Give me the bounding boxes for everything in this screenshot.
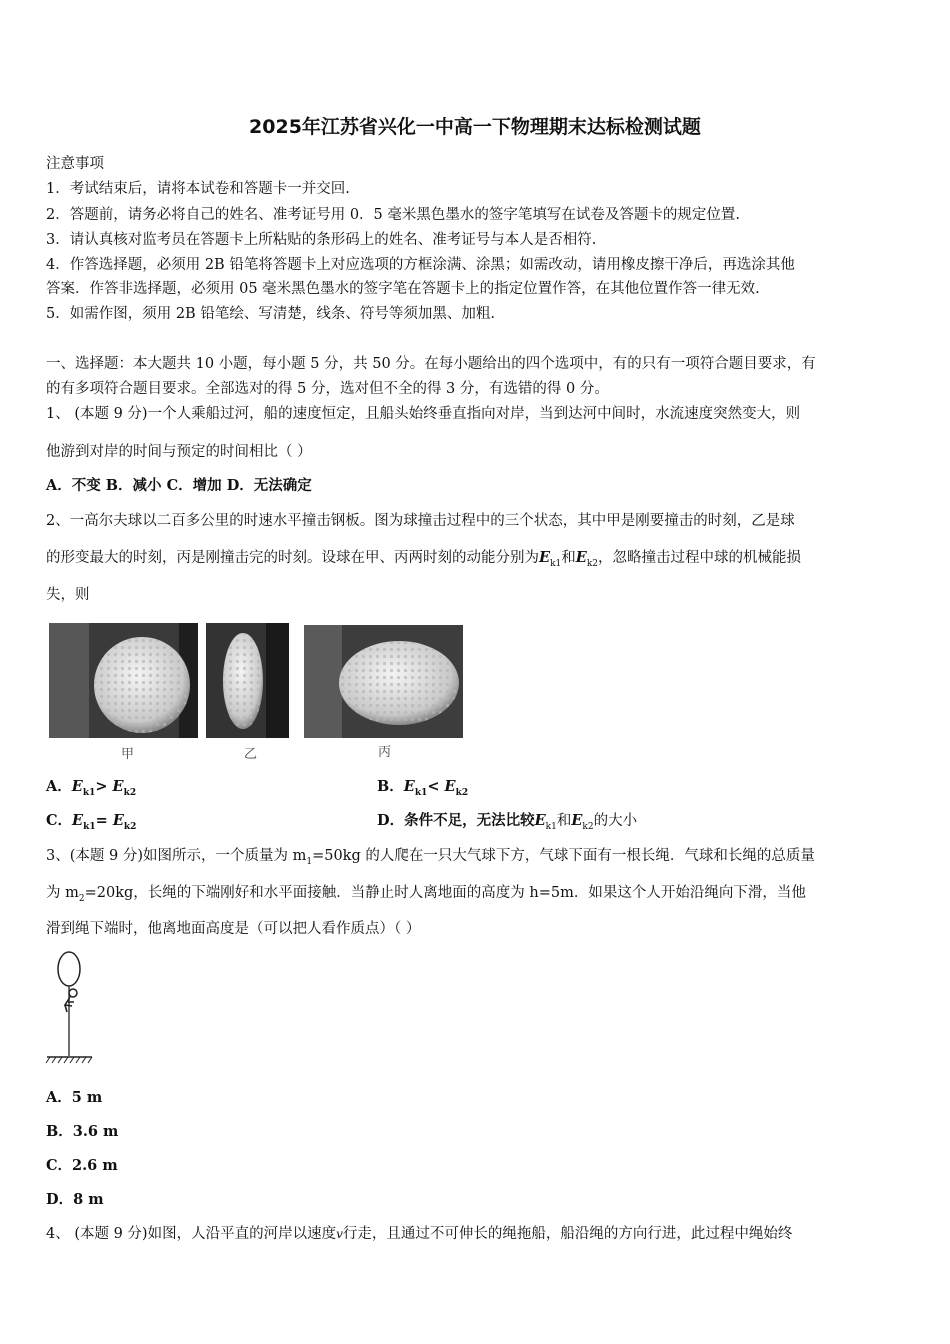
page-title: 2025年江苏省兴化一中高一下物理期末达标检测试题 — [249, 116, 701, 138]
q3-stem-3: 滑到绳下端时，他离地面高度是（可以把人看作质点）（ ） — [46, 921, 421, 937]
q3-stem-2: 为 $m_2=20kg$，长绳的下端刚好和水平面接触．当静止时人离地面的高度为 h=5m．如果这个人开始沿绳向下滑，当他 — [46, 885, 806, 904]
section-intro-2: 的有多项符合题目要求。全部选对的得 5 分，选对但不全的得 3 分，有选错的得 0 分。 — [46, 381, 609, 397]
notice-item-2: 2．答题前，请务必将自己的姓名、准考证号用 0．5 毫米黑色墨水的签字笔填写在试卷及答题卡的规定位置. — [46, 207, 740, 223]
golf-ball-photo-jia — [49, 623, 198, 738]
golf-ball-yi-illustration — [206, 623, 289, 738]
golf-ball-jia-illustration — [49, 623, 198, 738]
notice-item-5: 5．如需作图，须用 2B 铅笔绘、写清楚，线条、符号等须加黑、加粗. — [46, 306, 495, 322]
q2-option-a: A．$E_{k1}> E_{k2}$ — [46, 778, 137, 798]
notice-heading: 注意事项 — [46, 156, 104, 172]
notice-item-4: 4．作答选择题，必须用 2B 铅笔将答题卡上对应选项的方框涂满、涂黑；如需改动，请用橡皮擦干净后，再选涂其他 — [46, 257, 795, 273]
q3-option-b: B．3.6 m — [46, 1123, 119, 1140]
notice-item-4-cont: 答案．作答非选择题，必须用 05 毫米黑色墨水的签字笔在答题卡上的指定位置作答，在其他位置作答一律无效. — [46, 281, 760, 297]
caption-jia: 甲 — [121, 747, 135, 762]
q3-option-a: A．5 m — [46, 1089, 103, 1106]
section-intro-1: 一、选择题：本大题共 10 小题，每小题 5 分，共 50 分。在每小题给出的四个选项中，有的只有一项符合题目要求，有 — [46, 356, 816, 372]
notice-item-1: 1．考试结束后，请将本试卷和答题卡一并交回. — [46, 181, 350, 197]
golf-ball-photo-yi — [206, 623, 289, 738]
q1-stem-2: 他游到对岸的时间与预定的时间相比（ ） — [46, 444, 312, 460]
golf-ball-photo-bing — [304, 625, 463, 738]
q2-stem-2: 的形变最大的时刻，丙是刚撞击完的时刻。设球在甲、丙两时刻的动能分别为$E_{k1}$和$E_{k2}$，忽略撞击过程中球的机械能损 — [46, 549, 801, 569]
q2-stem-3: 失，则 — [46, 587, 90, 603]
q1-options: A．不变 B．减小 C．增加 D．无法确定 — [46, 477, 312, 494]
notice-item-3: 3．请认真核对监考员在答题卡上所粘贴的条形码上的姓名、准考证号与本人是否相符. — [46, 232, 597, 248]
caption-bing: 丙 — [378, 745, 392, 760]
caption-yi: 乙 — [244, 747, 258, 762]
q2-stem-1: 2、一高尔夫球以二百多公里的时速水平撞击钢板。图为球撞击过程中的三个状态，其中甲是刚要撞击的时刻，乙是球 — [46, 513, 795, 529]
q3-option-c: C．2.6 m — [46, 1157, 118, 1174]
q3-option-d: D．8 m — [46, 1191, 104, 1208]
balloon-rope-figure — [44, 950, 94, 1068]
q3-stem-1: 3、(本题 9 分)如图所示，一个质量为 $m_1=50kg$ 的人爬在一只大气球下方，气球下面有一根长绳．气球和长绳的总质量 — [46, 848, 815, 867]
q2-option-c: C．$E_{k1}= E_{k2}$ — [46, 812, 137, 832]
q2-option-b: B．$E_{k1}< E_{k2}$ — [377, 778, 469, 798]
q2-option-d: D．条件不足，无法比较$E_{k1}$和$E_{k2}$的大小 — [377, 812, 638, 832]
golf-ball-bing-illustration — [304, 625, 463, 738]
q1-stem-1: 1、 (本题 9 分)一个人乘船过河，船的速度恒定，且船头始终垂直指向对岸，当到达河中间时，水流速度突然变大，则 — [46, 406, 801, 422]
q4-stem-1: 4、 (本题 9 分)如图，人沿平直的河岸以速度v行走，且通过不可伸长的绳拖船，船沿绳的方向行进，此过程中绳始终 — [46, 1226, 793, 1242]
